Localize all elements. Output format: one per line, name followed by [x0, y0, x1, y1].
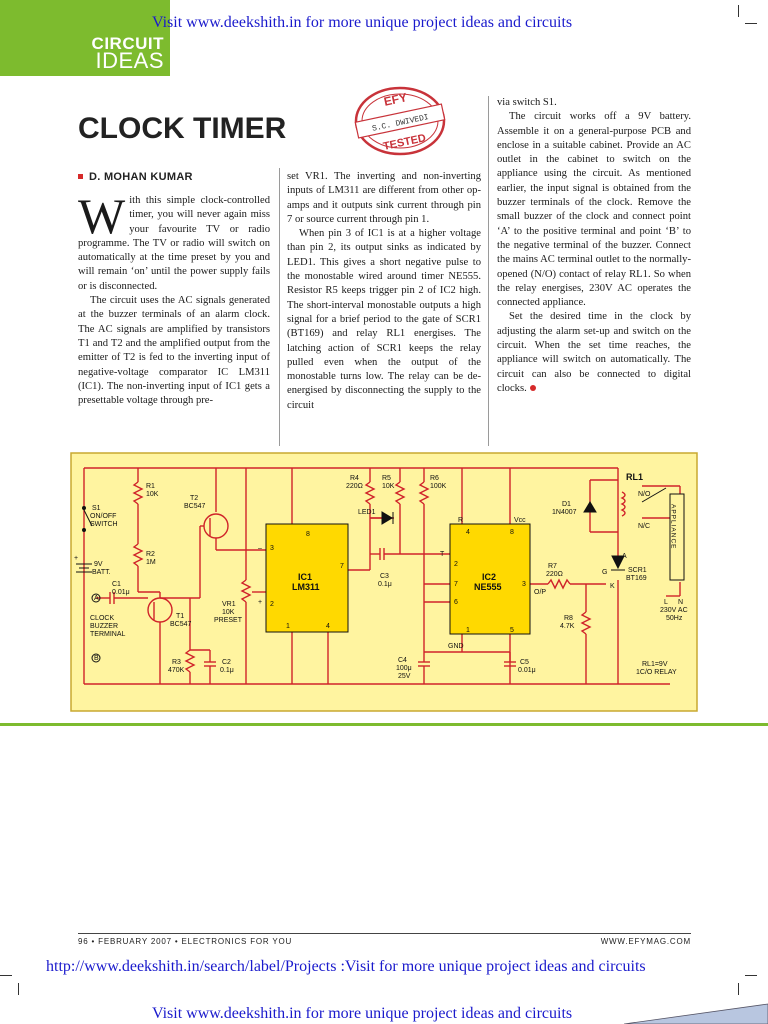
label-relay-type: 1C/O RELAY: [636, 669, 677, 676]
paragraph: When pin 3 of IC1 is at a higher voltage than pin 2, its output sinks as indicated by LED1. This gives a short negative pulse to the monostable wired around timer NE555. Resistor R5 keeps trigger pin 2 of IC2 high. The short-interval monostable outputs a high signal for a brief period to the gate of SCR1 (BT169) and relay RL1 energises. The latching action of SCR1 keeps the relay pulled even when the output of the monostable turns low. The relay can be de-energised by disconnecting the supply to the circuit: [287, 228, 481, 411]
label-t2-value: BC547: [184, 503, 206, 510]
paragraph: [497, 310, 691, 396]
label-scr-cathode: K: [610, 583, 615, 590]
label-t1-value: BC547: [170, 621, 192, 628]
bullet-icon: [78, 174, 83, 179]
efy-tested-stamp: [352, 84, 448, 158]
label-clock: CLOCK: [90, 615, 115, 622]
label-s1-switch: SWITCH: [90, 521, 118, 528]
stamp-middle-text: S.C. DWIVEDI: [371, 113, 430, 134]
section-label-circuit: CIRCUIT: [91, 34, 164, 53]
label-terminal: TERMINAL: [90, 631, 126, 638]
label-appliance: APPLIANCE: [669, 504, 677, 550]
divider: [0, 723, 768, 726]
paragraph: The circuit works off a 9V battery. Assemble it on a general-purpose PCB and enclose in a suitable cabinet. Provide an AC outlet in the cabinet to switch on the appliance using the circuit. As mentioned earlier, the input signal is obtained from the buzzer terminals of the clock. Remove the small buzzer of the clock and connect point ‘A’ to the positive terminal and point ‘B’ to the negative terminal of the buzzer. Connect the mains AC terminal outlet to the normally-opened (N/O) contact of relay RL1. So when the relay energises, 230V AC operates the connected appliance.: [497, 111, 691, 309]
label-ic2-t: T: [440, 551, 445, 558]
label-led1: LED1: [358, 509, 376, 516]
column-rule: [279, 168, 280, 446]
stamp-top-text: EFY: [382, 90, 409, 109]
label-d1: D1: [562, 501, 571, 508]
label-ic1-minus: –: [258, 545, 262, 552]
label-point-b: B: [94, 655, 99, 662]
label-c3: C3: [380, 573, 389, 580]
label-t1: T1: [176, 613, 185, 620]
label-scr-anode: A: [622, 553, 627, 560]
label-ic2-pin3: 3: [522, 581, 526, 588]
circuit-schematic: [70, 452, 698, 712]
label-c1: C1: [112, 581, 121, 588]
crop-mark: [745, 975, 757, 976]
label-batt-voltage: 9V: [94, 561, 103, 568]
label-relay-spec: RL1=9V: [642, 661, 668, 668]
label-n: N: [678, 599, 684, 606]
label-vr1-value: 10K: [222, 609, 235, 616]
article-column-3: [497, 96, 691, 396]
label-c5-value: 0.01μ: [518, 667, 536, 674]
label-ic1-plus: +: [258, 599, 263, 606]
column-rule: [488, 96, 489, 446]
label-l: L: [664, 599, 668, 606]
crop-mark: [738, 5, 739, 17]
label-r6-value: 100K: [430, 483, 447, 490]
label-ic1-pin1: 1: [286, 623, 290, 630]
label-ic1-pin3: 3: [270, 545, 274, 552]
label-c2-value: 0.1μ: [220, 667, 234, 674]
bottom-visit-link[interactable]: Visit www.deekshith.in for more unique project ideas and circuits: [152, 1005, 573, 1022]
label-scr-gate: G: [602, 569, 608, 576]
label-ic2-pin1: 1: [466, 627, 470, 634]
label-ic1-pin8: 8: [306, 531, 310, 538]
section-tab: [0, 0, 170, 76]
label-r5: R5: [382, 475, 391, 482]
label-buzzer: BUZZER: [90, 623, 118, 630]
label-r3: R3: [172, 659, 181, 666]
label-ic2-pin7: 7: [454, 581, 458, 588]
label-t2: T2: [190, 495, 199, 502]
label-ic1-pin7: 7: [340, 563, 344, 570]
end-mark-icon: [530, 385, 536, 391]
label-ic2-pin8: 8: [510, 529, 514, 536]
drop-cap: W: [78, 188, 126, 244]
label-ic2-value: NE555: [474, 582, 502, 592]
label-c4-value: 100μ: [396, 665, 412, 672]
label-no: N/O: [638, 491, 651, 498]
label-ic2-pin5: 5: [510, 627, 514, 634]
author-byline: [78, 171, 193, 183]
article-column-2: [287, 170, 481, 413]
label-r1-value: 10K: [146, 491, 159, 498]
label-batt: BATT.: [92, 569, 111, 576]
label-r1: R1: [146, 483, 155, 490]
footer-website[interactable]: WWW.EFYMAG.COM: [600, 937, 691, 946]
label-c4: C4: [398, 657, 407, 664]
label-vr1-preset: PRESET: [214, 617, 243, 624]
label-r2: R2: [146, 551, 155, 558]
label-s1-onoff: ON/OFF: [90, 513, 117, 520]
label-ac-freq: 50Hz: [666, 615, 683, 622]
label-c2: C2: [222, 659, 231, 666]
label-rl1: RL1: [626, 472, 644, 482]
paragraph: via switch S1.: [497, 97, 557, 108]
label-c5: C5: [520, 659, 529, 666]
label-r4-value: 220Ω: [346, 483, 363, 490]
label-c3-value: 0.1μ: [378, 581, 392, 588]
label-r8-value: 4.7K: [560, 623, 575, 630]
bottom-promo-link[interactable]: http://www.deekshith.in/search/label/Projects :Visit for more unique project ideas and circuits: [46, 958, 646, 975]
label-r8: R8: [564, 615, 573, 622]
label-r7: R7: [548, 563, 557, 570]
crop-mark: [18, 983, 19, 995]
label-c4-rating: 25V: [398, 673, 411, 680]
crop-mark: [745, 23, 757, 24]
label-r4: R4: [350, 475, 359, 482]
paragraph: The circuit uses the AC signals generated at the buzzer terminals of an alarm clock. The AC signals are amplified by transistors T1 and T2 and the amplified output from the emitter of T2 is fed to the inverting input of negative-voltage comparator IC LM311 (IC1). The non-inverting input of IC1 gets a presettable voltage through pre-: [78, 295, 270, 407]
crop-mark: [0, 975, 12, 976]
label-op: O/P: [534, 589, 547, 596]
label-ic1-value: LM311: [292, 582, 320, 592]
label-scr1-value: BT169: [626, 575, 647, 582]
paragraph: set VR1. The inverting and non-inverting inputs of LM311 are different from other op-amps and it outputs sink current through pin 7 or source current through pin 1.: [287, 171, 481, 225]
label-r3-value: 470K: [168, 667, 185, 674]
label-ic1-pin2: 2: [270, 601, 274, 608]
stamp-bottom-text: TESTED: [382, 132, 428, 153]
crop-mark: [738, 983, 739, 995]
label-r2-value: 1M: [146, 559, 156, 566]
top-promo-link[interactable]: Visit www.deekshith.in for more unique project ideas and circuits: [152, 14, 573, 31]
label-r6: R6: [430, 475, 439, 482]
article-column-1: [78, 188, 270, 408]
paragraph-text: ith this simple clock-controlled timer, you will never again miss your favourite TV or radio programme. The TV or radio will switch on automatically at the time preset by you and will remain ‘on’ until the power supply fails or is disconnected.: [78, 195, 270, 292]
label-vr1: VR1: [222, 601, 236, 608]
label-point-a: A: [94, 595, 99, 602]
label-r5-value: 10K: [382, 483, 395, 490]
section-label-ideas: IDEAS: [95, 48, 164, 73]
label-s1: S1: [92, 505, 101, 512]
paragraph: [78, 188, 270, 294]
label-ic1: IC1: [298, 572, 313, 582]
label-ac: 230V AC: [660, 607, 688, 614]
label-c1-value: 0.01μ: [112, 589, 130, 596]
label-batt-plus: +: [74, 555, 79, 562]
footer-rule: [78, 933, 691, 934]
label-ic1-pin4: 4: [326, 623, 330, 630]
label-ic2: IC2: [482, 572, 497, 582]
label-ic2-vcc: Vcc: [514, 517, 526, 524]
label-r7-value: 220Ω: [546, 571, 563, 578]
label-gnd: GND: [448, 643, 464, 650]
label-d1-value: 1N4007: [552, 509, 577, 516]
label-ic2-pin4: 4: [466, 529, 470, 536]
label-ic2-pin2: 2: [454, 561, 458, 568]
label-ic2-r: R: [458, 517, 464, 524]
article-title: CLOCK TIMER: [78, 112, 287, 145]
author-name: D. MOHAN KUMAR: [89, 171, 193, 183]
paragraph-text: Set the desired time in the clock by adjusting the alarm set-up and switch on the circuit. When the set time reaches, the appliance will switch on automatically. The circuit can also be connected to digital clocks.: [497, 311, 691, 394]
page-curl-shape: [624, 1002, 768, 1024]
footer-folio: 96 • FEBRUARY 2007 • ELECTRONICS FOR YOU: [78, 937, 293, 946]
label-nc: N/C: [638, 523, 651, 530]
label-ic2-pin6: 6: [454, 599, 458, 606]
label-scr1: SCR1: [628, 567, 647, 574]
